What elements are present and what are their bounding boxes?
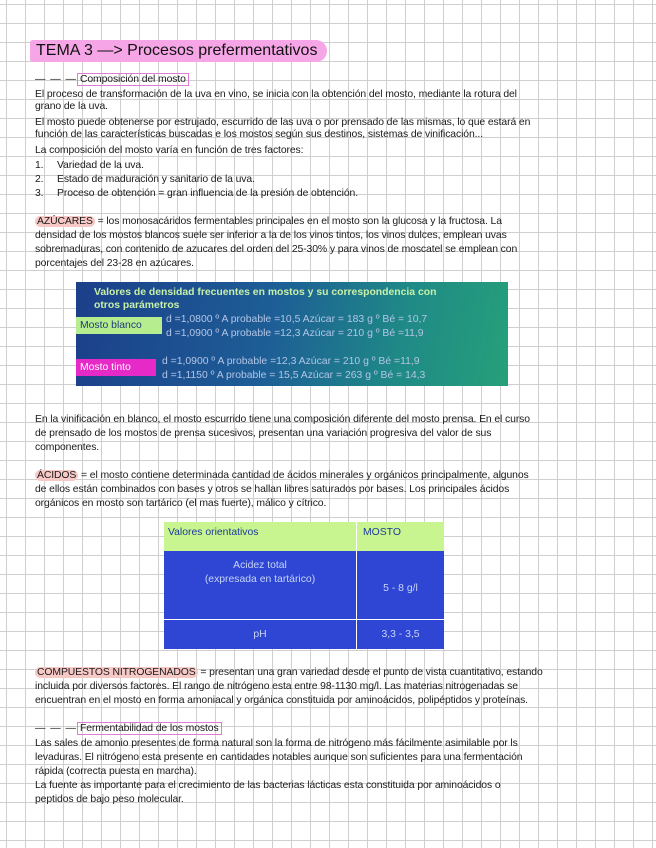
paragraph-line: de prensado de los mostos de prensa sucesivos, presentan una variación progresiva del valor de sus xyxy=(35,428,492,439)
paragraph-text: = los monosacáridos fermentables principales en el mosto son la glucosa y la fructosa. La xyxy=(94,216,502,227)
paragraph-line: densidad de los mostos blancos suele ser inferior a la de los vinos tintos, los vinos dulces, emplean uvas xyxy=(35,230,507,241)
cell-label: pH xyxy=(253,629,267,640)
paragraph-line: encuentran en el mosto en forma amoniacal y orgánica constituida por aminoácidos, polipéptidos y proteínas. xyxy=(35,695,528,706)
paragraph-line: El mosto puede obtenerse por estrujado, escurrido de las uva o por prensado de las mismas, lo que estará en xyxy=(35,117,531,128)
section-heading-composicion xyxy=(35,74,189,86)
keyword-nitrogenados: COMPUESTOS NITROGENADOS xyxy=(37,667,196,678)
list-item xyxy=(35,160,144,172)
white-must-label: Mosto blanco xyxy=(76,317,162,334)
red-must-label: Mosto tinto xyxy=(76,359,156,376)
list-text: Proceso de obtención = gran influencia de la presión de obtención. xyxy=(57,188,359,199)
list-number: 2. xyxy=(35,174,44,185)
table-cell xyxy=(164,551,356,619)
heading-dashes: — — — xyxy=(35,74,77,85)
keyword-acidos: ÁCIDOS xyxy=(37,470,77,481)
paragraph-line xyxy=(35,667,543,679)
list-item xyxy=(35,188,358,200)
paragraph-line: La fuente as importante para el crecimiento de las bacterias lácticas esta constituida por aminoácidos o xyxy=(35,780,501,791)
list-text: Variedad de la uva. xyxy=(57,160,144,171)
table-divider xyxy=(164,619,444,620)
paragraph-line: rápida (correcta puesta en marcha). xyxy=(35,766,197,777)
paragraph-line: grano de la uva. xyxy=(35,101,108,112)
paragraph-line: peptidos de bajo peso molecular. xyxy=(35,794,184,805)
heading-box: Composición del mosto xyxy=(77,73,189,86)
paragraph-line xyxy=(35,216,502,228)
paragraph-line: La composición del mosto varía en función de tres factores: xyxy=(35,145,304,156)
panel-title-line1: Valores de densidad frecuentes en mostos y su correspondencia con xyxy=(94,287,437,298)
paragraph-line: El proceso de transformación de la uva en vino, se inicia con la obtención del mosto, mediante la rotura del xyxy=(35,89,517,100)
red-row: d =1,0900 º A probable =12,3 Azúcar = 210 g º Bé =11,9 xyxy=(162,356,420,367)
paragraph-line: función de las características buscadas e los mostos según sus destinos, sistemas de vinificación... xyxy=(35,129,483,140)
list-item xyxy=(35,174,255,186)
paragraph-line: de ellos están combinados con bases y otros se hallan libres saturados por bases. Los principales ácidos xyxy=(35,484,510,495)
white-row: d =1,0900 º A probable =12,3 Azúcar = 210 g º Bé =11,9 xyxy=(166,328,424,339)
page-title: TEMA 3 —> Procesos prefermentativos xyxy=(30,40,327,62)
cell-value: 5 - 8 g/l xyxy=(383,583,418,594)
table-header-cell: Valores orientativos xyxy=(164,522,356,551)
cell-label: (expresada en tartárico) xyxy=(204,574,316,585)
paragraph-line: Las sales de amonio presentes de forma natural son la forma de nitrógeno más fácilmente asimilable por ls xyxy=(35,738,518,749)
paragraph-line: orgánicos en mosto son tartárico (el mas fuerte), málico y cítrico. xyxy=(35,498,327,509)
paragraph-text: = el mosto contiene determinada cantidad de ácidos minerales y orgánicos principalmente, algunos xyxy=(78,470,529,481)
panel-title-line2: otros parámetros xyxy=(94,300,180,311)
paragraph-line: sobremaduras, con contenido de azucares del orden del 25-30% y para vinos de moscatel se emplean con xyxy=(35,244,518,255)
list-text: Estado de maduración y sanitario de la uva. xyxy=(57,174,255,185)
heading-dashes: — — — xyxy=(35,723,77,734)
section-heading-fermentabilidad xyxy=(35,723,222,735)
paragraph-line: porcentajes del 23-28 en azúcares. xyxy=(35,258,194,269)
cell-label: Acidez total xyxy=(233,560,287,571)
list-number: 3. xyxy=(35,188,44,199)
red-row: d =1,1150 º A probable = 15,5 Azúcar = 263 g º Bé = 14,3 xyxy=(162,370,426,381)
list-number: 1. xyxy=(35,160,44,171)
paragraph-line: componentes. xyxy=(35,442,100,453)
density-panel xyxy=(76,282,508,386)
cell-value: 3,3 - 3,5 xyxy=(381,629,420,640)
acid-values-table xyxy=(164,522,444,649)
white-row: d =1,0800 º A probable =10,5 Azúcar = 183 g º Bé = 10,7 xyxy=(166,314,428,325)
paragraph-line: incluida por diversos factores. El rango de nitrógeno esta entre 98-1130 mg/l. Las materias nitrogenadas se xyxy=(35,681,518,692)
table-cell xyxy=(164,620,356,649)
paragraph-text: = presentan una gran variedad desde el punto de vista cuantitativo, estando xyxy=(197,667,543,678)
table-divider xyxy=(356,522,357,649)
table-cell xyxy=(357,620,444,649)
paragraph-line: En la vinificación en blanco, el mosto escurrido tiene una composición diferente del mosto prensa. En el curso xyxy=(35,414,530,425)
table-cell xyxy=(357,551,444,619)
paragraph-line xyxy=(35,470,529,482)
table-header-cell: MOSTO xyxy=(357,522,444,551)
paragraph-line: levaduras. El nitrógeno esta presente en cantidades notables aunque son suficientes para una fermentación xyxy=(35,752,523,763)
keyword-azucares: AZÚCARES xyxy=(37,216,93,227)
heading-box: Fermentabilidad de los mostos xyxy=(77,722,222,735)
